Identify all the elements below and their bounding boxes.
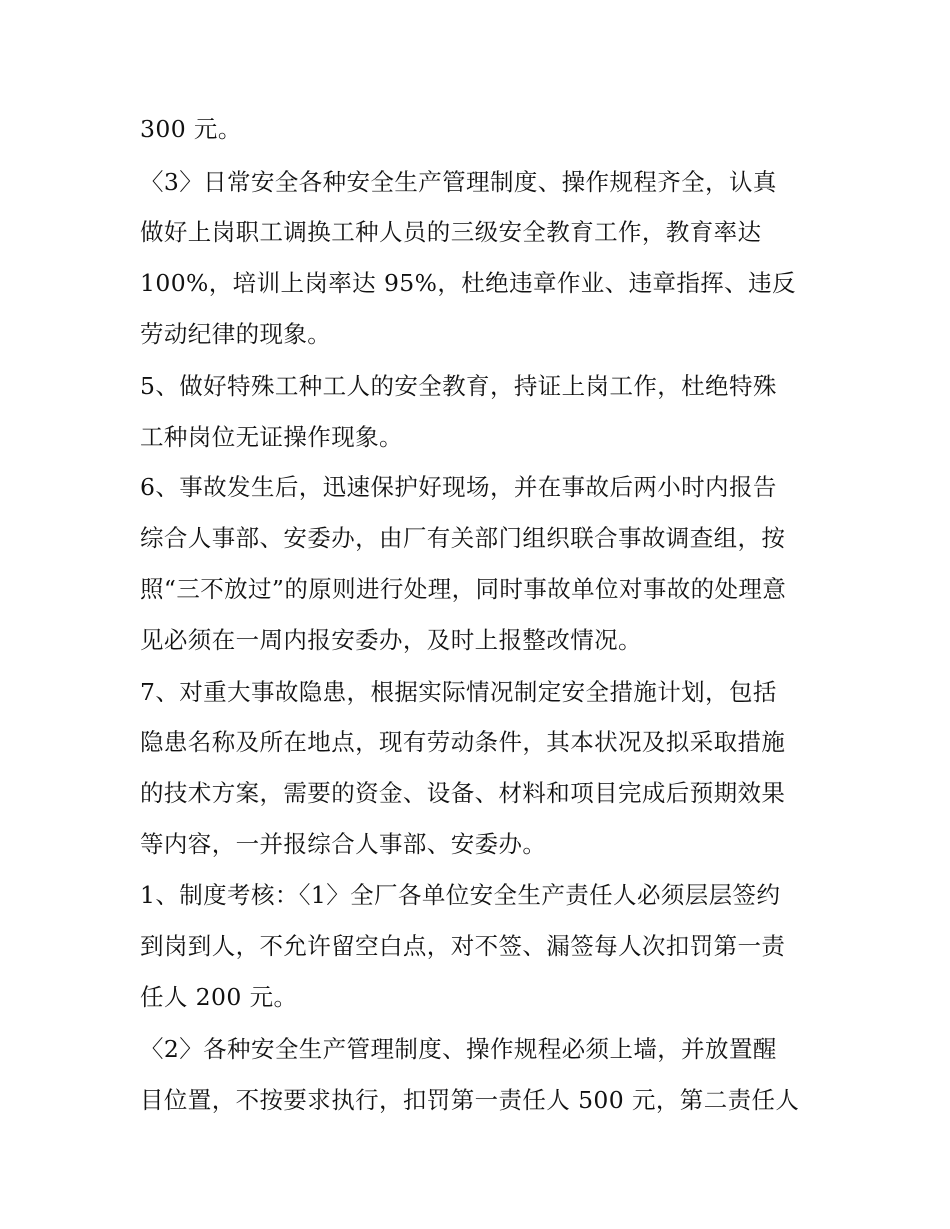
text-line: 等内容，一并报综合人事部、安委办。 bbox=[140, 830, 547, 858]
text-line: 做好上岗职工调换工种人员的三级安全教育工作，教育率达 bbox=[140, 218, 762, 246]
text-line: 隐患名称及所在地点，现有劳动条件，其本状况及拟采取措施 bbox=[140, 728, 786, 756]
text-line: 照“三不放过”的原则进行处理，同时事故单位对事故的处理意 bbox=[140, 575, 787, 603]
text-line: 劳动纪律的现象。 bbox=[140, 320, 332, 348]
text-line: 5、做好特殊工种工人的安全教育，持证上岗工作，杜绝特殊 bbox=[140, 372, 777, 400]
text-line: 6、事故发生后，迅速保护好现场，并在事故后两小时内报告 bbox=[140, 473, 777, 501]
text-line: 任人 200 元。 bbox=[140, 983, 298, 1011]
text-line: 到岗到人，不允许留空白点，对不签、漏签每人次扣罚第一责 bbox=[140, 932, 786, 960]
text-line: 工种岗位无证操作现象。 bbox=[140, 423, 403, 451]
text-line: 〈3〉日常安全各种安全生产管理制度、操作规程齐全，认真 bbox=[140, 168, 777, 196]
text-line: 〈2〉各种安全生产管理制度、操作规程必须上墙，并放置醒 bbox=[140, 1035, 777, 1063]
text-line: 见必须在一周内报安委办，及时上报整改情况。 bbox=[140, 626, 642, 654]
text-line: 综合人事部、安委办，由厂有关部门组织联合事故调查组，按 bbox=[140, 524, 786, 552]
text-line: 100%，培训上岗率达 95%，杜绝违章作业、违章指挥、违反 bbox=[140, 269, 796, 297]
text-line: 目位置，不按要求执行，扣罚第一责任人 500 元，第二责任人 bbox=[140, 1086, 800, 1114]
text-line: 的技术方案，需要的资金、设备、材料和项目完成后预期效果 bbox=[140, 779, 786, 807]
text-line: 1、制度考核：〈1〉全厂各单位安全生产责任人必须层层签约 bbox=[140, 881, 781, 909]
text-line: 7、对重大事故隐患，根据实际情况制定安全措施计划，包括 bbox=[140, 678, 777, 706]
text-line: 300 元。 bbox=[140, 115, 242, 143]
